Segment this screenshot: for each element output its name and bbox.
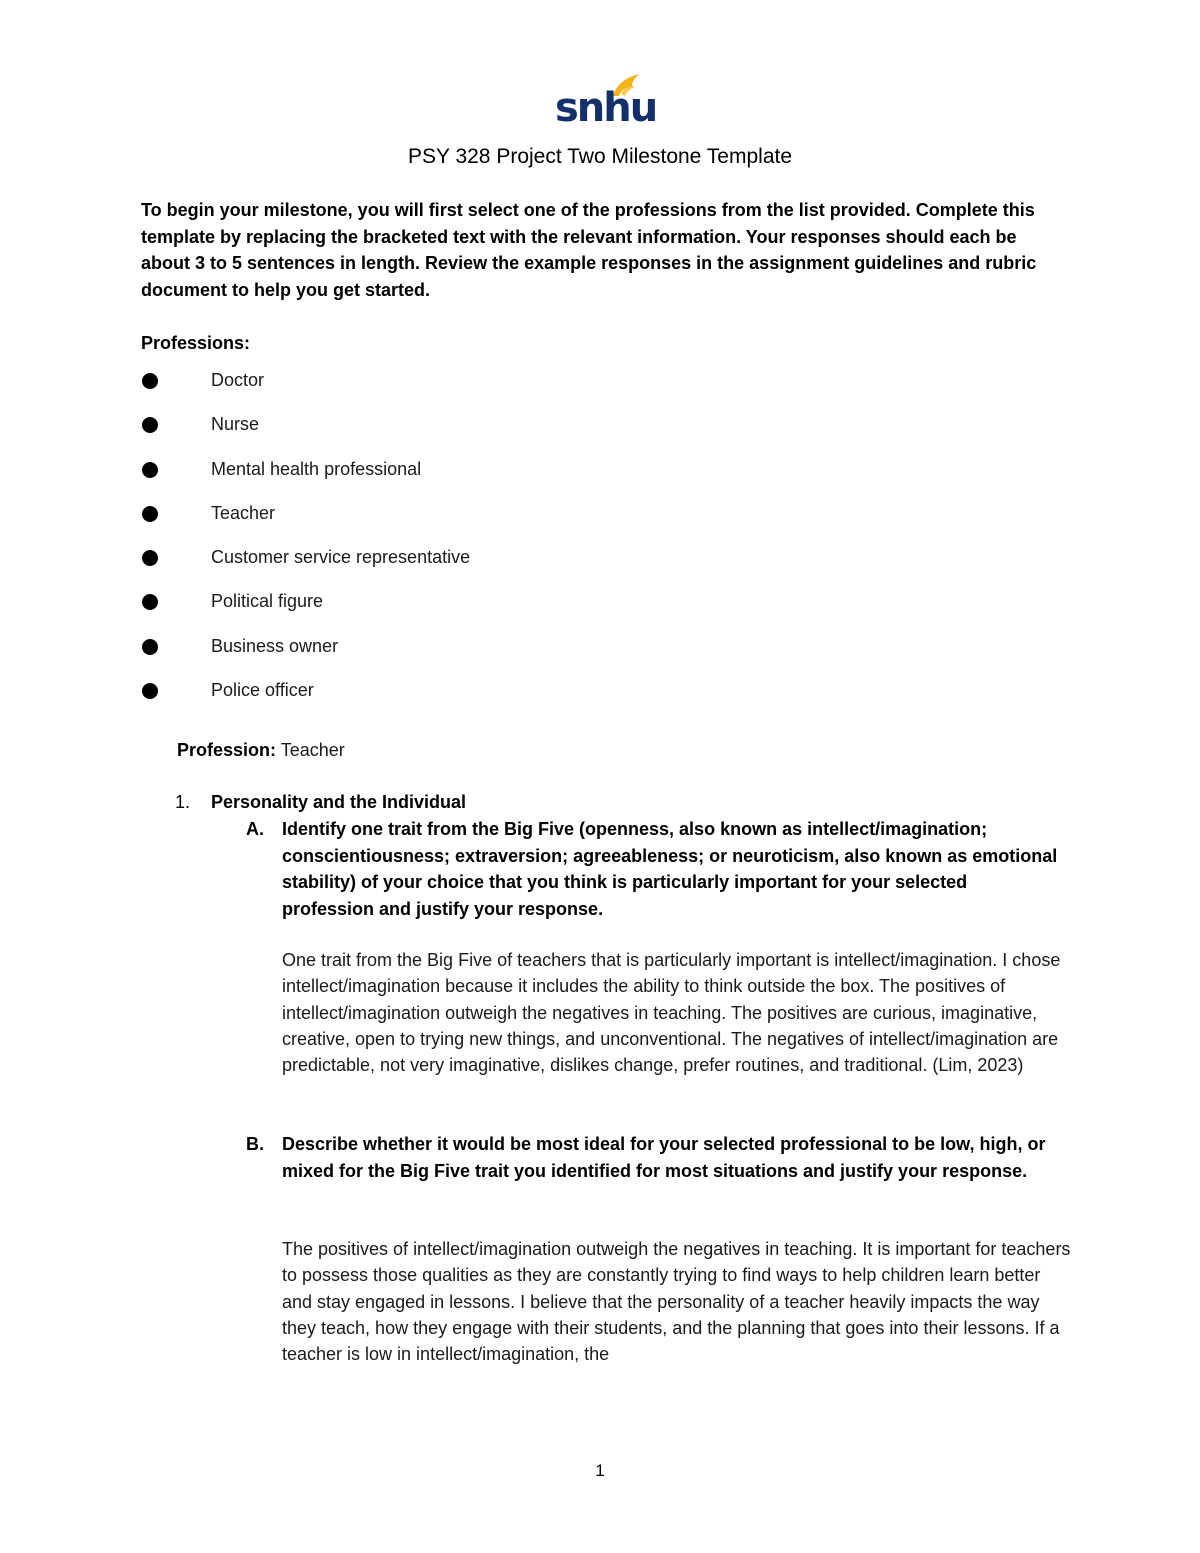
selected-profession-label: Profession: bbox=[177, 740, 277, 760]
bullet-icon bbox=[142, 594, 158, 610]
profession-text: Mental health professional bbox=[211, 458, 422, 479]
selected-profession-value: Teacher bbox=[280, 740, 345, 760]
professions-heading: Professions: bbox=[141, 333, 251, 353]
profession-text: Police officer bbox=[211, 680, 314, 701]
bullet-icon bbox=[142, 506, 158, 522]
question-a-text: Identify one trait from the Big Five (openness, also known as intellect/imagination; conscientiousness; extraversion; agreeableness; or neuroticism, also known as emotional stability) of your choice that you think is particularly important for your selected profession and justify your response. bbox=[282, 819, 1058, 920]
answer-a-text: One trait from the Big Five of teachers that is particularly important is intellect/imagination. I chose intellect/imagination because it includes the ability to think outside the box. The positives of intellect/imagination outweigh the negatives in teaching. The positives are curious, imaginative, creative, open to trying new things, and unconventional. The negatives of intellect/imagination are predictable, not very imaginative, dislikes change, prefer routines, and traditional. (Lim, 2023) bbox=[282, 950, 1061, 1076]
page-number: 1 bbox=[595, 1461, 605, 1480]
intro-paragraph: To begin your milestone, you will first select one of the professions from the list provided. Complete this template by replacing the bracketed text with the relevant information. Your responses should each be about 3 to 5 sentences in length. Review the example responses in the assignment guidelines and rubric document to help you get started. bbox=[141, 200, 1037, 301]
question-b-letter: B. bbox=[246, 1134, 264, 1154]
bullet-icon bbox=[142, 373, 158, 389]
bullet-icon bbox=[142, 417, 158, 433]
answer-b-text: The positives of intellect/imagination outweigh the negatives in teaching. It is important for teachers to possess those qualities as they are constantly trying to find ways to help children learn better and stay engaged in lessons. I believe that the personality of a teacher heavily impacts the way they teach, how they engage with their students, and the planning that goes into their lessons. If a teacher is low in intellect/imagination, the bbox=[282, 1239, 1071, 1365]
question-b-text: Describe whether it would be most ideal for your selected professional to be low, high, or mixed for the Big Five trait you identified for most situations and justify your response. bbox=[282, 1134, 1046, 1181]
profession-text: Business owner bbox=[211, 635, 339, 656]
bullet-icon bbox=[142, 462, 158, 478]
profession-text: Doctor bbox=[211, 370, 265, 390]
section-number: 1. bbox=[175, 792, 191, 812]
bullet-icon bbox=[142, 550, 158, 566]
document-title: PSY 328 Project Two Milestone Template bbox=[407, 145, 793, 168]
question-a-letter: A. bbox=[246, 819, 264, 839]
selected-profession bbox=[177, 737, 345, 763]
logo-wordmark: snhu bbox=[555, 85, 657, 131]
snhu-logo bbox=[555, 72, 657, 134]
profession-text: Political figure bbox=[211, 591, 324, 612]
profession-text: Nurse bbox=[211, 414, 260, 435]
profession-text: Customer service representative bbox=[211, 547, 471, 568]
bullet-icon bbox=[142, 683, 158, 699]
profession-text: Teacher bbox=[211, 502, 276, 523]
section-title: Personality and the Individual bbox=[211, 792, 467, 812]
bullet-icon bbox=[142, 639, 158, 655]
